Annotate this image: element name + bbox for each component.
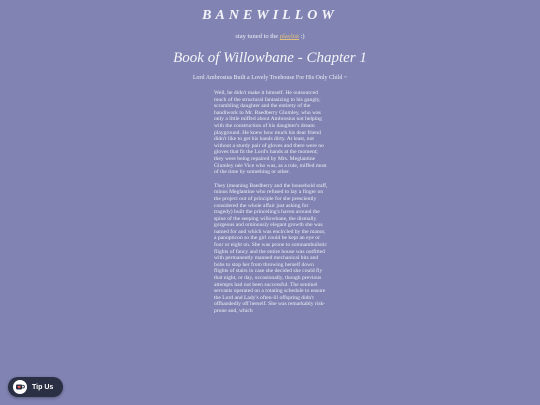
kofi-cup-icon (13, 380, 27, 394)
tip-us-button[interactable] (8, 377, 63, 397)
chapter-title: Book of Willowbane - Chapter 1 (173, 50, 367, 66)
story-body (214, 90, 328, 322)
site-title: BANEWILLOW (202, 8, 338, 23)
tagline-suffix: :) (300, 33, 305, 40)
tagline (0, 33, 540, 40)
story-paragraph: They (meaning Baedberry and the household staff, minus Meglantine who refused to lay a finger on the project out of principle for she presciently considered the whole affair just asking for tragedy) built the princeling's haven around the spine of the seeping willowbane, the dismally gorgeous and ominously elegant growth she was named for and which was encircled by the manor, a panopticon so the girl could be kept an eye or four or eight on. She was prone to somnambulistic flights of fancy and the entire house was outfitted with permanently manned mechanical bits and bobs to stop her from throwing herself down flights of stairs in case she decided she could fly that night, or day, occasionally, though previous attempts had not been successful. The sentinel servants operated on a rotating schedule to ensure the Lord and Lady's often-ill offspring didn't offhandedly off herself. She was remarkably risk-prone and, which (214, 182, 328, 314)
chapter-subtitle: Lord Ambrosius Built a Lovely Treehouse For His Only Child ~ (192, 75, 348, 81)
story-paragraph: Well, he didn't make it himself. He outsourced much of the structural fantasizing to his gangly, scrambling daughter and the entirety of the handiwork to Mr. Baedberry Glumley, who was only a little miffed about Ambrosius not helping with the construction of his daughter's dream playground. He knew how much his dear friend didn't like to get his hands dirty. At least, not without a sturdy pair of gloves and there were no gloves that fit the Lord's hands at the moment; they were being repaired by Mrs. Meglantine Glumley née Vice who was, as a rule, miffed most of the time by something or other. (214, 90, 327, 176)
tagline-prefix: stay tuned to the (235, 33, 279, 40)
tip-us-label: Tip Us (32, 383, 54, 391)
playlist-link[interactable]: playlist (279, 33, 299, 40)
